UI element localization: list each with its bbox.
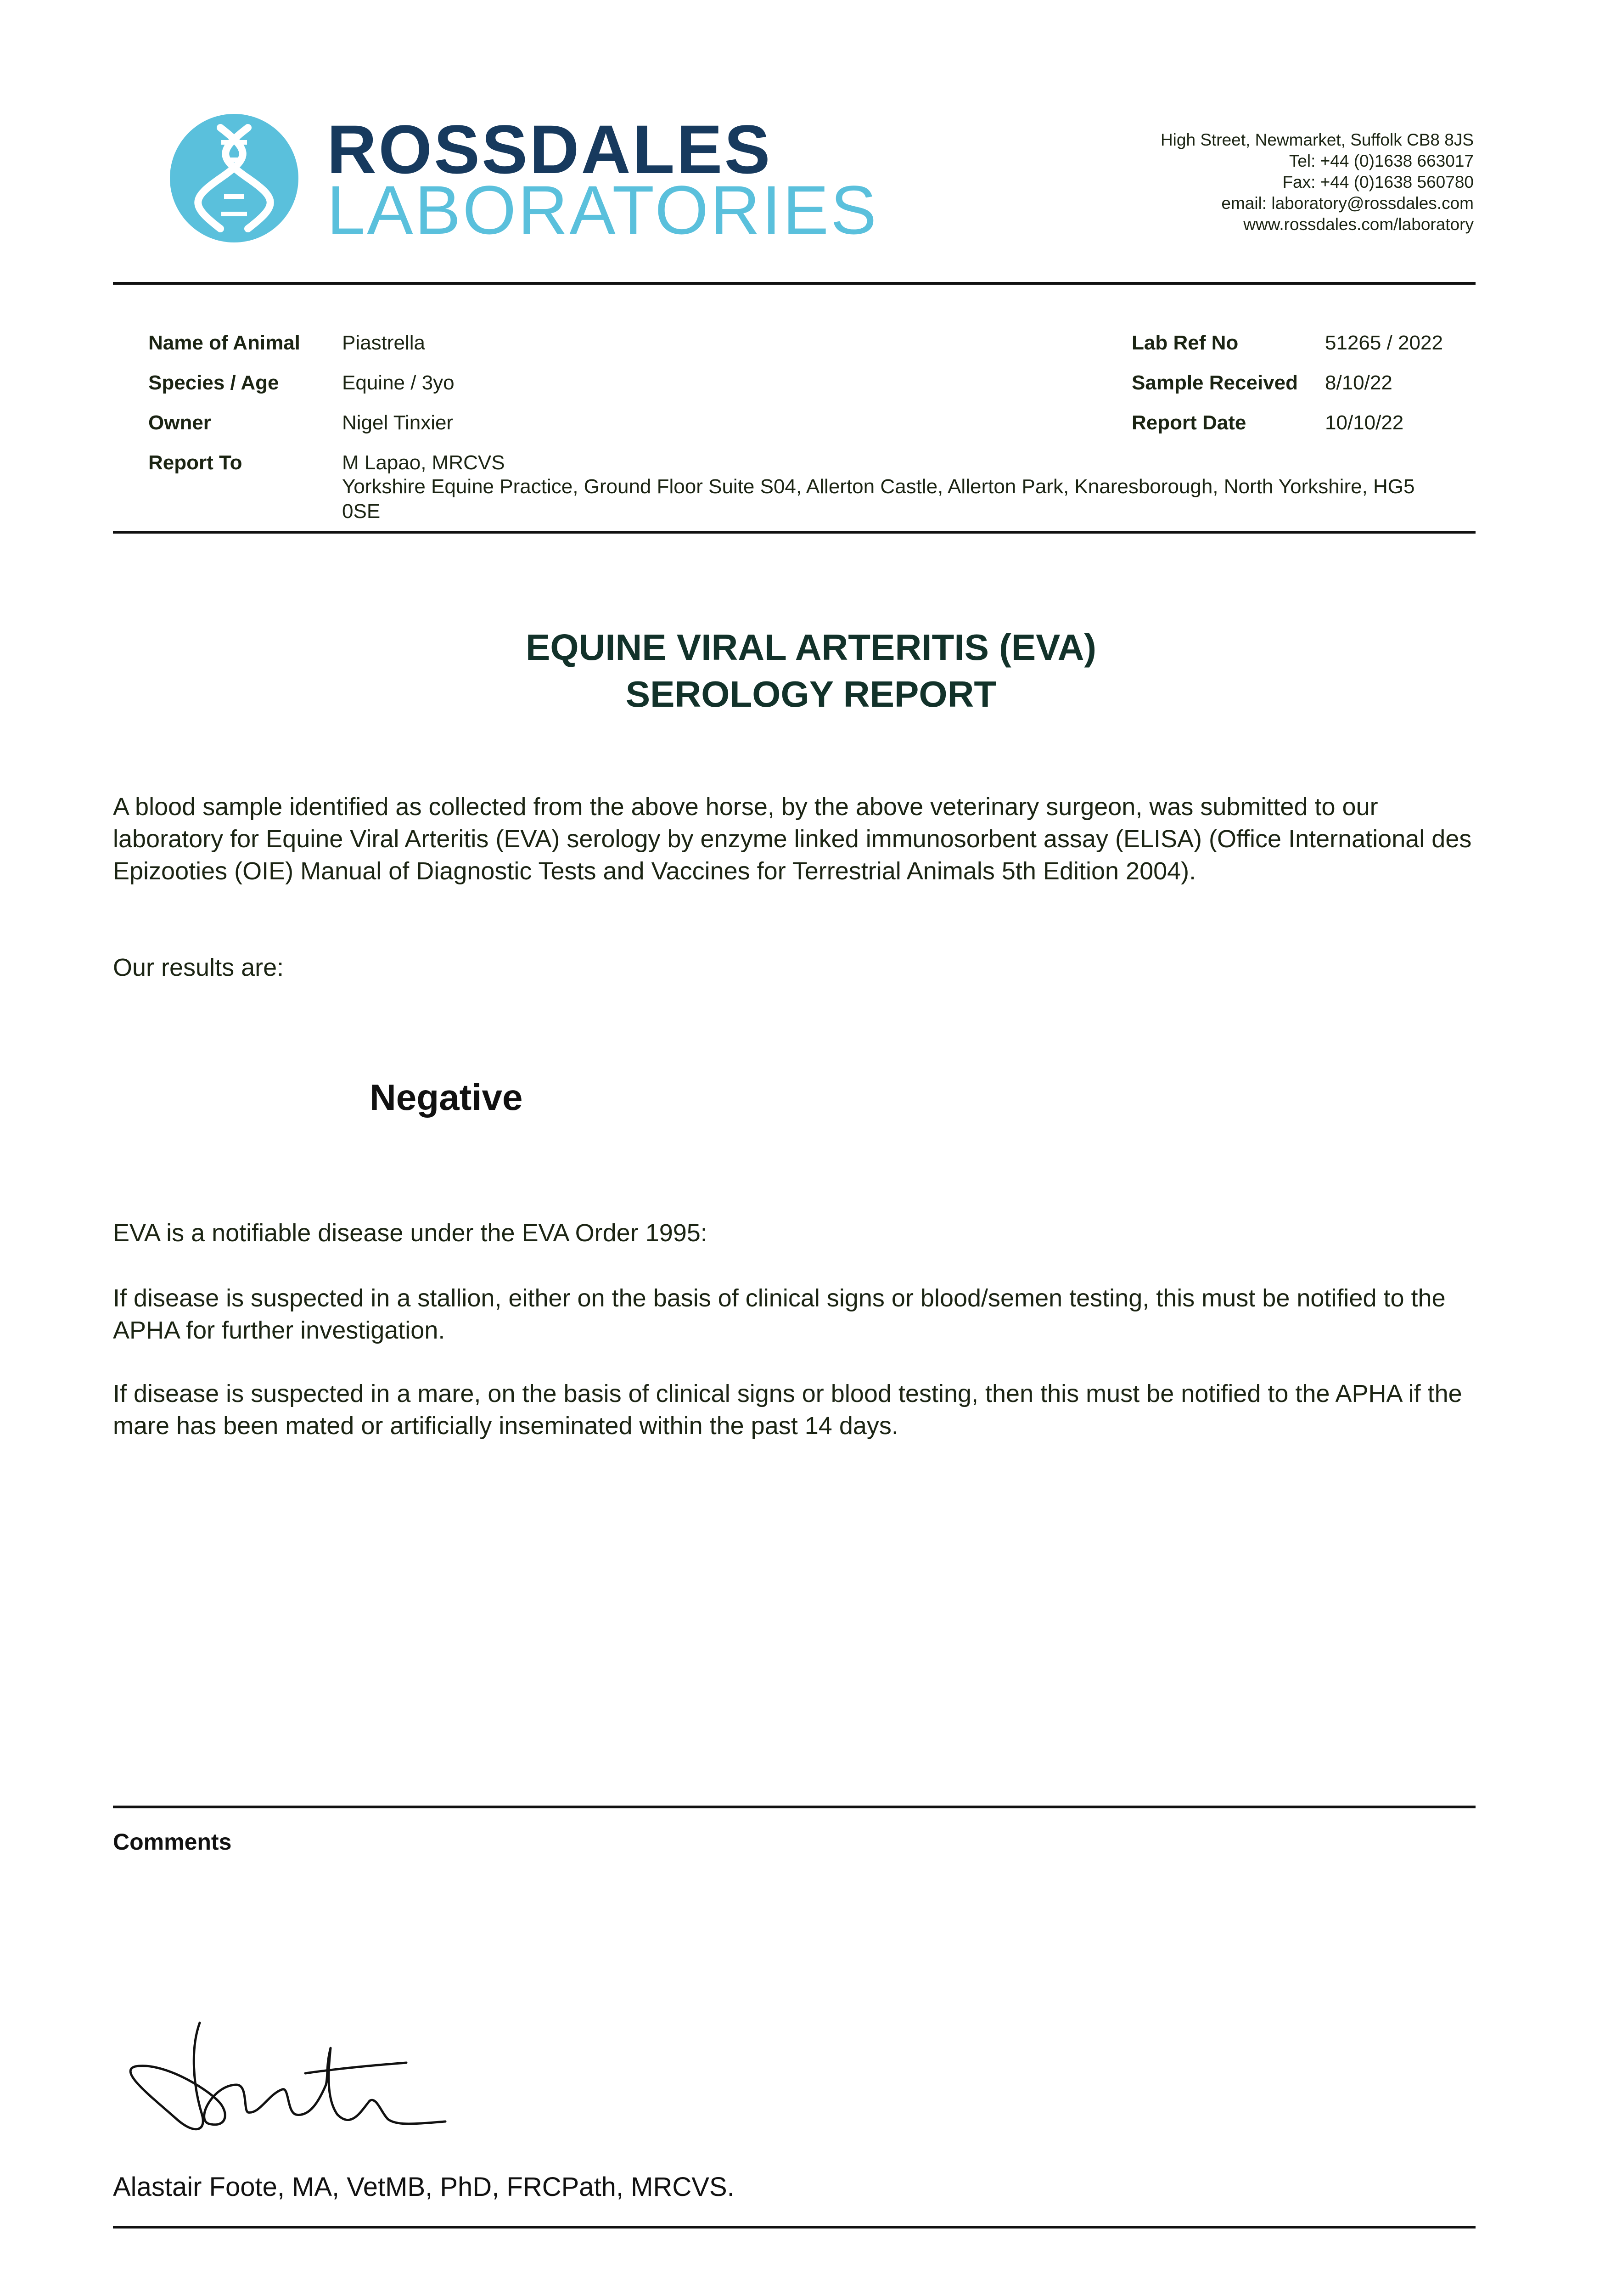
owner-label: Owner: [148, 411, 211, 434]
address: High Street, Newmarket, Suffolk CB8 8JS: [1160, 130, 1474, 149]
contact-block: [1161, 129, 1474, 235]
report-date-value: 10/10/22: [1325, 411, 1404, 434]
brand-name-line1: ROSSDALES: [327, 111, 772, 188]
fax: Fax: +44 (0)1638 560780: [1282, 173, 1474, 191]
divider: [113, 282, 1476, 285]
signer-name: Alastair Foote, MA, VetMB, PhD, FRCPath, MRCVS.: [113, 2172, 735, 2202]
divider: [113, 531, 1476, 534]
owner-value: Nigel Tinxier: [342, 411, 454, 434]
species-age-label: Species / Age: [148, 371, 279, 394]
intro-paragraph: A blood sample identified as collected from the above horse, by the above veterinary surgeon, was submitted to our laboratory for Equine Viral Arteritis (EVA) serology by enzyme linked immunosorbent assay (ELISA) (Office International des Epizooties (OIE) Manual of Diagnostic Tests and Vaccines for Terrestrial Animals 5th Edition 2004).: [113, 793, 1472, 885]
name-of-animal-label: Name of Animal: [148, 332, 300, 354]
report-to-label: Report To: [148, 451, 242, 474]
signature-image: [122, 2020, 471, 2142]
divider: [113, 2226, 1476, 2228]
email: email: laboratory@rossdales.com: [1221, 194, 1474, 213]
mare-note: If disease is suspected in a mare, on the basis of clinical signs or blood testing, then this must be notified to the APHA if the mare has been mated or artificially inseminated within the past 14 days.: [113, 1380, 1462, 1440]
sample-received-value: 8/10/22: [1325, 371, 1392, 394]
website: www.rossdales.com/laboratory: [1243, 215, 1474, 234]
brand-name-line2: LABORATORIES: [327, 171, 879, 248]
results-lead: Our results are:: [113, 954, 284, 981]
report-date-label: Report Date: [1132, 411, 1246, 434]
result-value: Negative: [370, 1077, 523, 1118]
report-to-name: M Lapao, MRCVS: [342, 451, 505, 474]
report-title-line1: EQUINE VIRAL ARTERITIS (EVA): [525, 627, 1097, 668]
comments-label: Comments: [113, 1829, 232, 1855]
species-age-value: Equine / 3yo: [342, 371, 455, 394]
report-to-address: Yorkshire Equine Practice, Ground Floor Suite S04, Allerton Castle, Allerton Park, Knaresborough, North Yorkshire, HG5 0SE: [342, 475, 1415, 523]
stallion-note: If disease is suspected in a stallion, either on the basis of clinical signs or blood/semen testing, this must be notified to the APHA for further investigation.: [113, 1284, 1446, 1344]
divider: [113, 1806, 1476, 1808]
report-title-line2: SEROLOGY REPORT: [625, 674, 997, 715]
dna-helix-icon: [170, 114, 298, 245]
lab-ref-value: 51265 / 2022: [1325, 332, 1443, 354]
name-of-animal-value: Piastrella: [342, 332, 425, 354]
telephone: Tel: +44 (0)1638 663017: [1289, 152, 1474, 170]
lab-ref-label: Lab Ref No: [1132, 332, 1239, 354]
sample-received-label: Sample Received: [1132, 371, 1298, 394]
notifiable-statement: EVA is a notifiable disease under the EVA Order 1995:: [113, 1219, 707, 1247]
